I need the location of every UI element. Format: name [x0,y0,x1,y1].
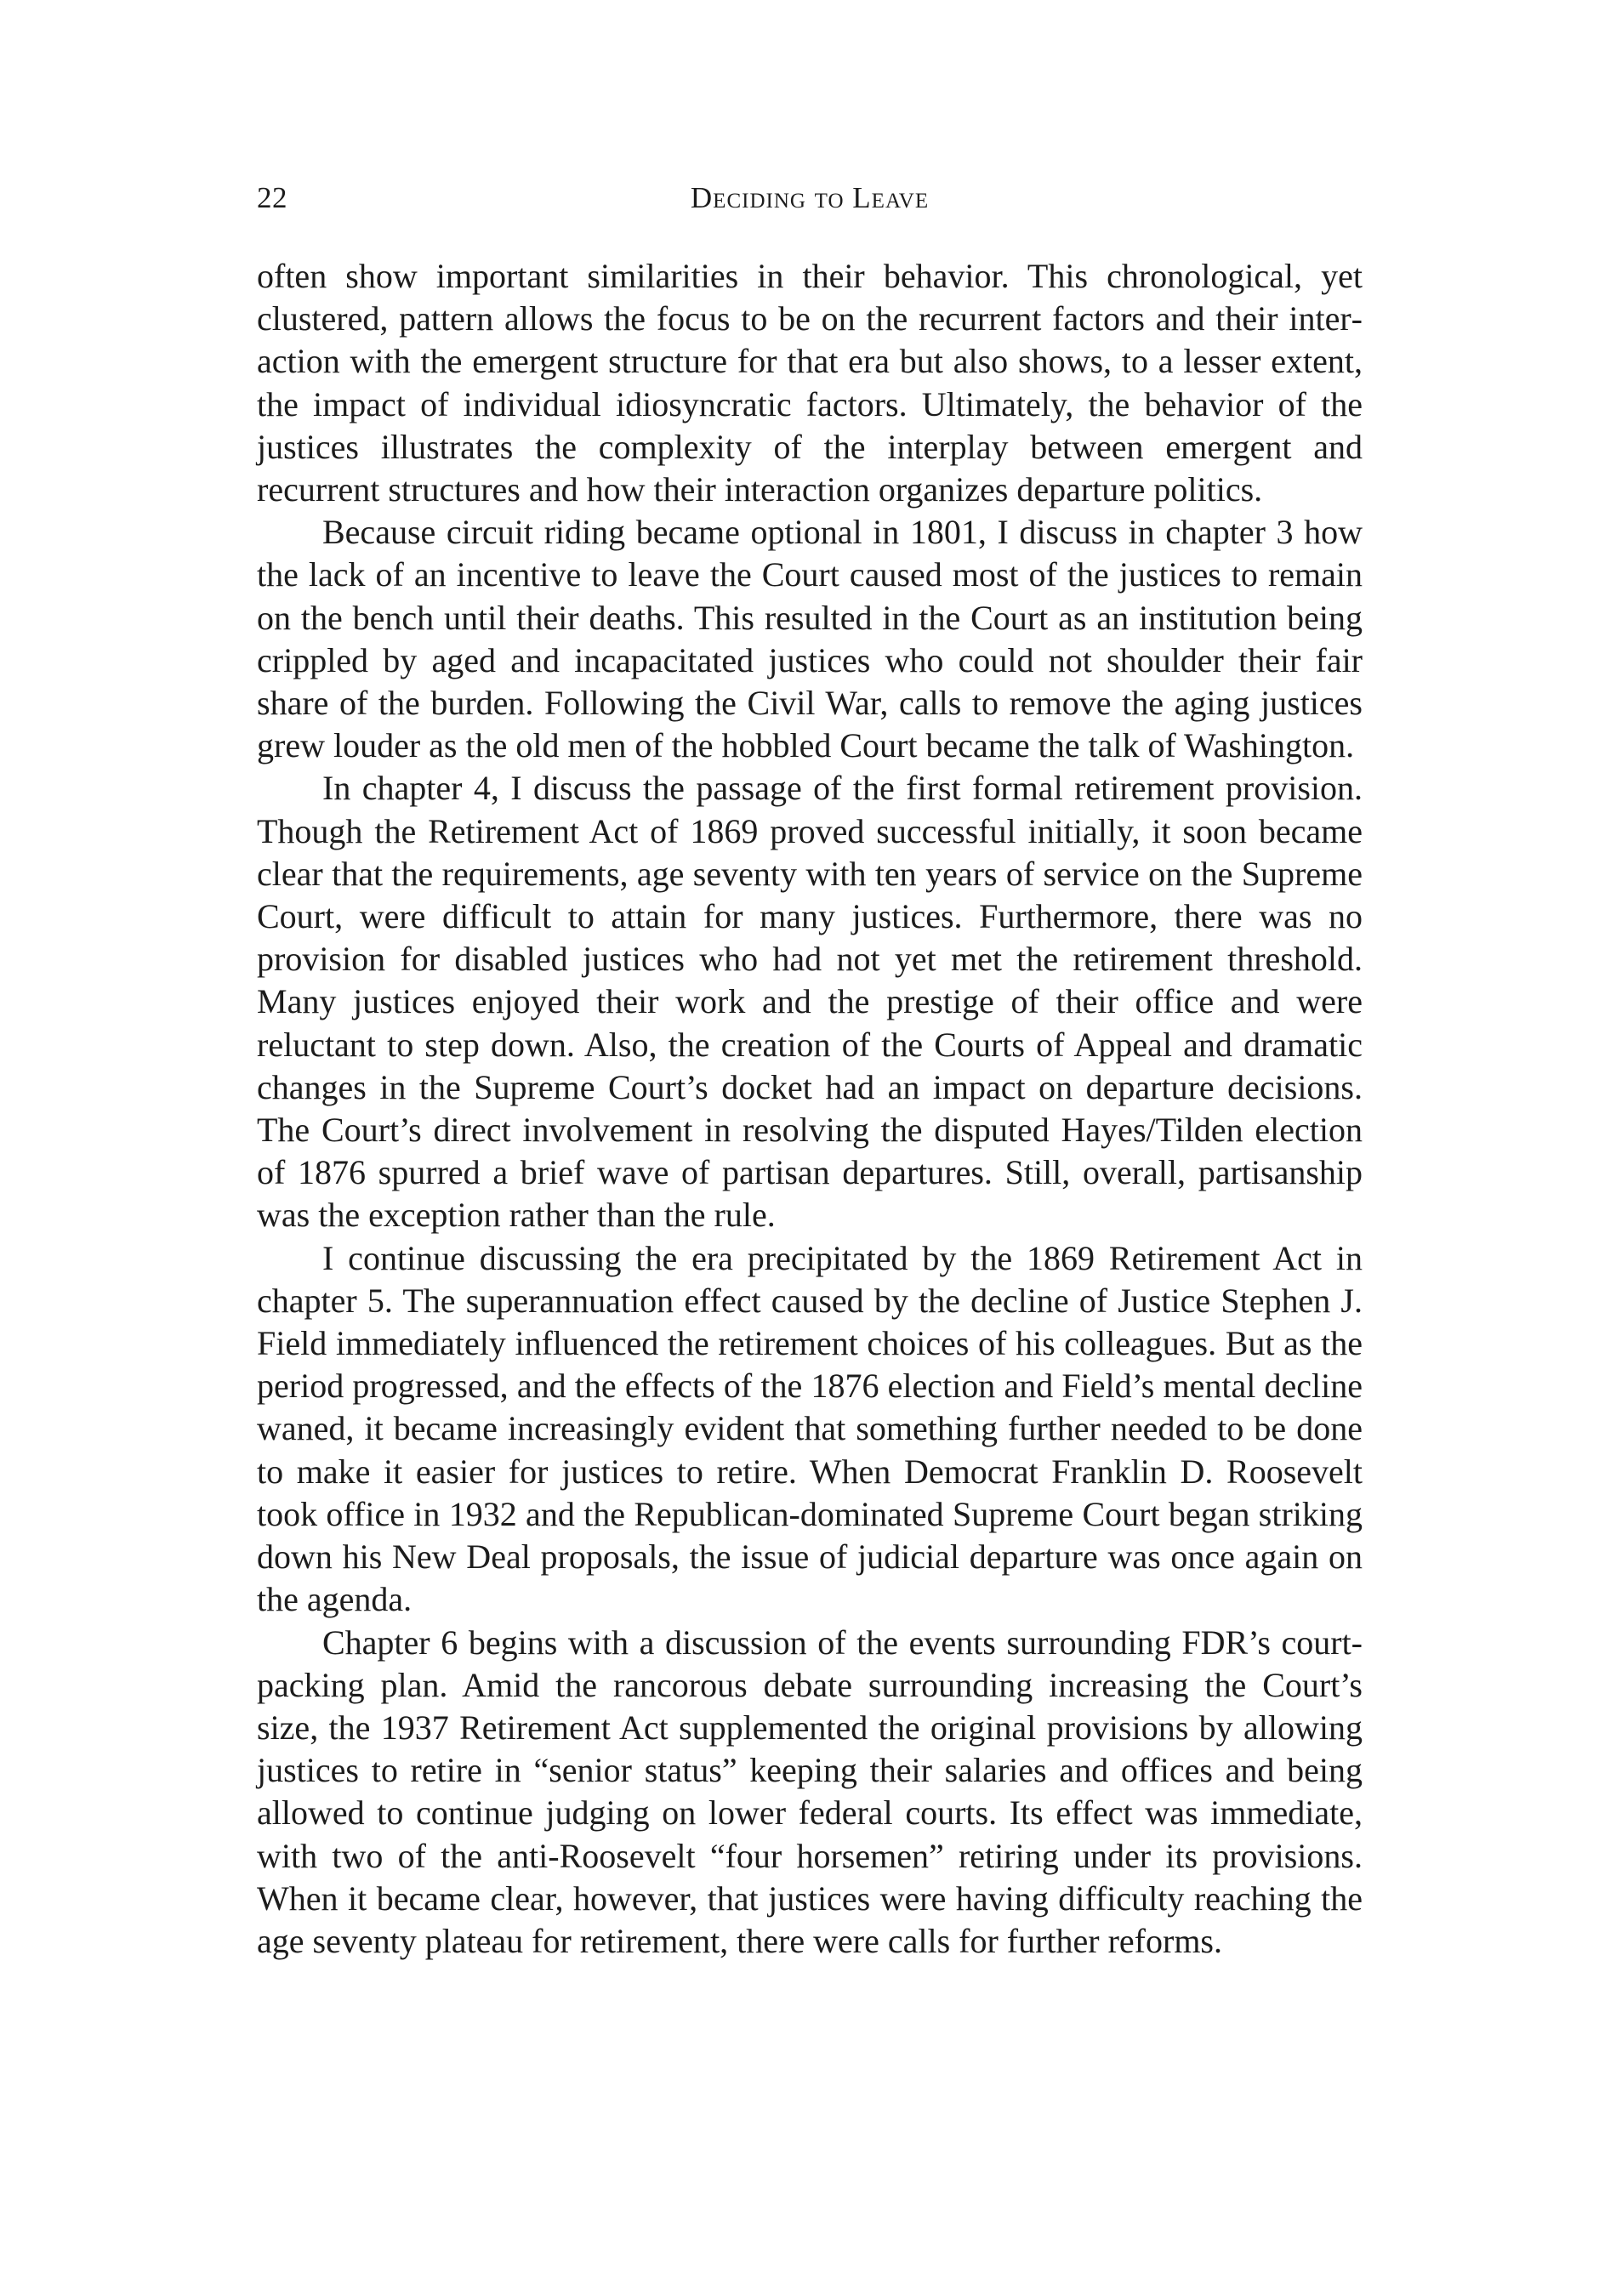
paragraph-continued: often show important similarities in their behavior. This chronological, yet clustered, pattern allows the focus to be on the recurrent factors and their interaction with the emergent structure for that era but also shows, to a lesser extent, the impact of individual idiosyncratic factors. Ultimately, the behavior of the justices illustrates the complexity of the interplay between emergent and recurrent structures and how their interaction organizes departure politics. [257,257,1363,509]
paragraph-chapter-6: Chapter 6 begins with a discussion of the events surrounding FDR’s court-packing plan. Amid the rancorous debate surrounding increasing the Court’s size, the 1937 Retirement Act supplemented the original provisions by allowing justices to retire in “senior status” keeping their salaries and offices and being allowed to continue judging on lower federal courts. Its effect was immediate, with two of the anti-Roosevelt “four horsemen” retiring under its provisions. When it became clear, however, that justices were having difficulty reaching the age seventy plateau for retirement, there were calls for further reforms. [257,1623,1363,1960]
running-head [257,174,1363,225]
paragraph-chapter-4: In chapter 4, I discuss the passage of the first formal retirement provision. Though the Retirement Act of 1869 proved successful initially, it soon became clear that the requirements, age seventy with ten years of service on the Supreme Court, were difficult to attain for many justices. Furthermore, there was no provision for disabled justices who had not yet met the retirement threshold. Many justices enjoyed their work and the prestige of their office and were reluctant to step down. Also, the creation of the Courts of Appeal and dramatic changes in the Supreme Court’s docket had an impact on departure decisions. The Court’s direct involvement in resolving the disputed Hayes/Tilden election of 1876 spurred a brief wave of partisan departures. Still, overall, partisanship was the exception rather than the rule. [257,769,1363,1235]
body-text [257,255,1363,1963]
running-head-title: Deciding to Leave [690,181,930,214]
paragraph-chapter-3: Because circuit riding became optional in 1801, I discuss in chapter 3 how the lack of an incentive to leave the Court caused most of the justices to remain on the bench until their deaths. This resulted in the Court as an institution being crippled by aged and incapacitated justices who could not shoulder their fair share of the burden. Following the Civil War, calls to remove the aging justices grew louder as the old men of the hobbled Court became the talk of Washington. [257,513,1363,765]
page-number: 22 [257,181,287,214]
paragraph-chapter-5: I continue discussing the era precipitated by the 1869 Retirement Act in chapter 5. The superannuation effect caused by the decline of Justice Stephen J. Field immediately influenced the retirement choices of his colleagues. But as the period progressed, and the effects of the 1876 election and Field’s mental decline waned, it became increasingly evident that something further needed to be done to make it easier for justices to retire. When Democrat Franklin D. Roosevelt took office in 1932 and the Republican-dominated Supreme Court began striking down his New Deal proposals, the issue of judicial departure was once again on the agenda. [257,1238,1363,1619]
